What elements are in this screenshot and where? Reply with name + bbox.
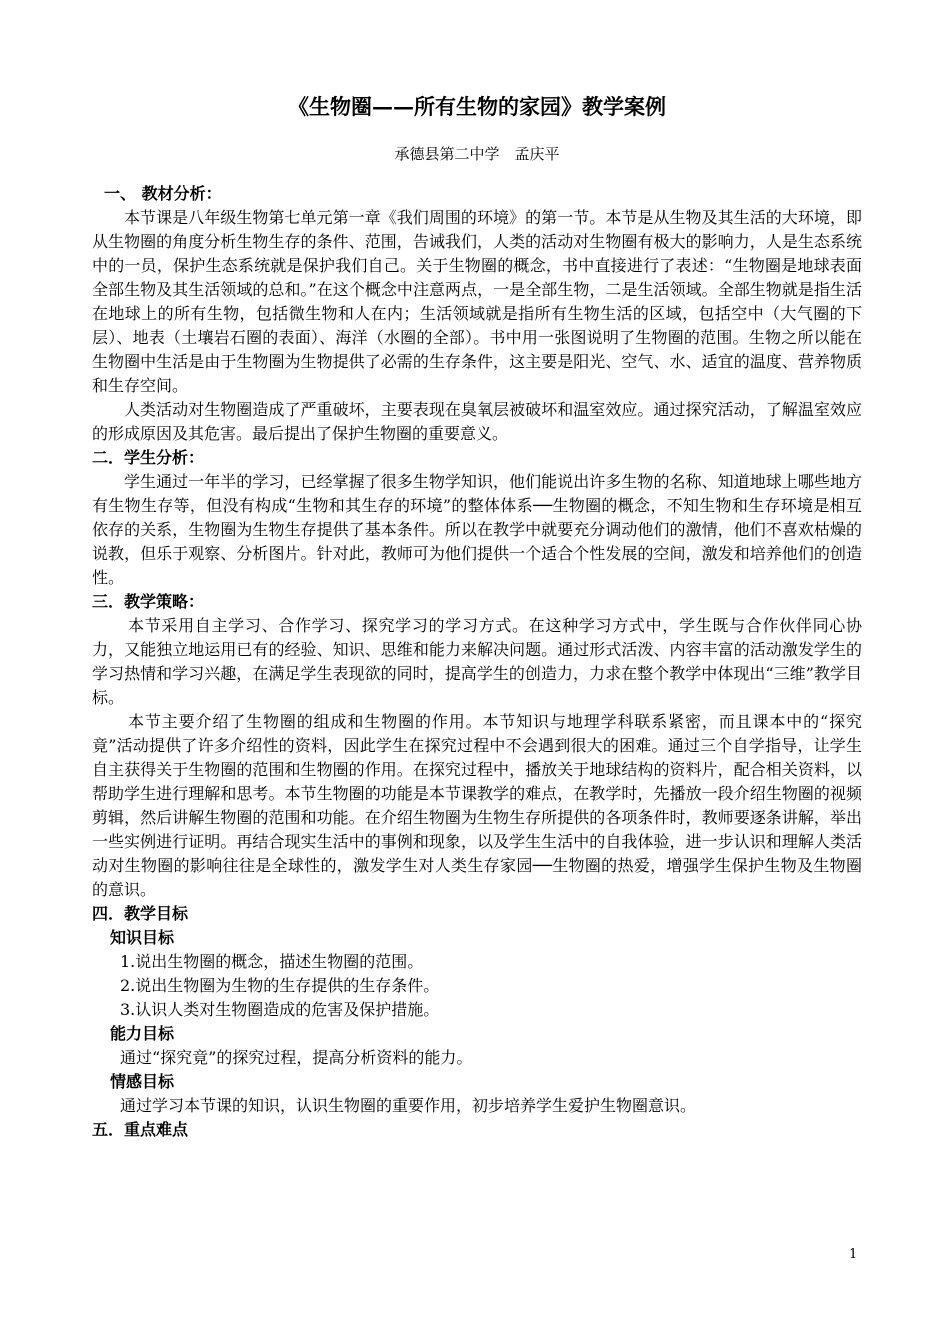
document-title: 《生物圈——所有生物的家园》教学案例 bbox=[288, 94, 666, 119]
section-heading-objectives: 四．教学目标 bbox=[92, 904, 189, 923]
paragraph: 人类活动对生物圈造成了严重破坏，主要表现在臭氧层被破坏和温室效应。通过探究活动，了解温室效应的形成原因及其危害。最后提出了保护生物圈的重要意义。 bbox=[92, 400, 862, 443]
section-heading-materials: 一、 教材分析： bbox=[104, 184, 222, 203]
paragraph: 本节主要介绍了生物圈的组成和生物圈的作用。本节知识与地理学科联系紧密，而且课本中的“探究竟”活动提供了许多介绍性的资料，因此学生在探究过程中不会遇到很大的困难。通过三个自学指导，让学生自主获得关于生物圈的范围和生物圈的作用。在探究过程中，播放关于地球结构的资料片，配合相关资料，以帮助学生进行理解和思考。本节生物圈的功能是本节课教学的难点，在教学时，先播放一段介绍生物圈的视频剪辑，然后讲解生物圈的范围和功能。在介绍生物圈为生物生存所提供的各项条件时，教师要逐条讲解，举出一些实例进行证明。再结合现实生活中的事例和现象，以及学生生活中的自我体验，进一步认识和理解人类活动对生物圈的影响往往是全球性的，激发学生对人类生存家园──生物圈的热爱，增强学生保护生物及生物圈的意识。 bbox=[92, 712, 862, 899]
paragraph: 本节课是八年级生物第七单元第一章《我们周围的环境》的第一节。本节是从生物及其生活的大环境，即从生物圈的角度分析生物生存的条件、范围，告诫我们，人类的活动对生物圈有极大的影响力，人是生态系统中的一员，保护生态系统就是保护我们自己。关于生物圈的概念，书中直接进行了表述：“生物圈是地球表面全部生物及其生活领域的总和。”在这个概念中注意两点，一是全部生物，二是生活领域。全部生物就是指生活在地球上的所有生物，包括微生物和人在内；生活领域就是指所有生物生活的区域，包括空中（大气圈的下层）、地表（土壤岩石圈的表面）、海洋（水圈的全部）。书中用一张图说明了生物圈的范围。生物之所以能在生物圈中生活是由于生物圈为生物提供了必需的生存条件，这主要是阳光、空气、水、适宜的温度、营养物质和生存空间。 bbox=[92, 208, 862, 395]
subheading-ability: 能力目标 bbox=[110, 1024, 175, 1043]
subheading-emotion: 情感目标 bbox=[110, 1072, 175, 1091]
section-heading-students: 二．学生分析： bbox=[92, 448, 205, 467]
page-number: 1 bbox=[849, 1247, 858, 1262]
paragraph: 学生通过一年半的学习，已经掌握了很多生物学知识，他们能说出许多生物的名称、知道地球上哪些地方有生物生存等，但没有构成“生物和其生存的环境”的整体体系──生物圈的概念，不知生物和生存环境是相互依存的关系，生物圈为生物生存提供了基本条件。所以在教学中就要充分调动他们的激情，他们不喜欢枯燥的说教，但乐于观察、分析图片。针对此，教师可为他们提供一个适合个性发展的空间，激发和培养他们的创造性。 bbox=[92, 472, 862, 587]
author-line: 承德县第二中学 孟庆平 bbox=[394, 145, 560, 163]
subheading-knowledge: 知识目标 bbox=[110, 928, 175, 947]
section-heading-strategy: 三．教学策略： bbox=[92, 592, 205, 611]
emotion-text: 通过学习本节课的知识，认识生物圈的重要作用，初步培养学生爱护生物圈意识。 bbox=[120, 1096, 697, 1115]
document-body bbox=[92, 182, 862, 1142]
list-item: 1.说出生物圈的概念，描述生物圈的范围。 bbox=[120, 952, 424, 971]
ability-text: 通过“探究竟”的探究过程，提高分析资料的能力。 bbox=[120, 1048, 473, 1067]
document-page bbox=[92, 92, 862, 1142]
list-item: 2.说出生物圈为生物的生存提供的生存条件。 bbox=[120, 976, 440, 995]
list-item: 3.认识人类对生物圈造成的危害及保护措施。 bbox=[120, 1000, 440, 1019]
paragraph: 本节采用自主学习、合作学习、探究学习的学习方式。在这种学习方式中，学生既与合作伙伴同心协力，又能独立地运用已有的经验、知识、思维和能力来解决问题。通过形式活泼、内容丰富的活动激发学生的学习热情和学习兴趣，在满足学生表现欲的同时，提高学生的创造力，力求在整个教学中体现出“三维”教学目标。 bbox=[92, 616, 862, 707]
section-heading-key-points: 五．重点难点 bbox=[92, 1120, 189, 1139]
